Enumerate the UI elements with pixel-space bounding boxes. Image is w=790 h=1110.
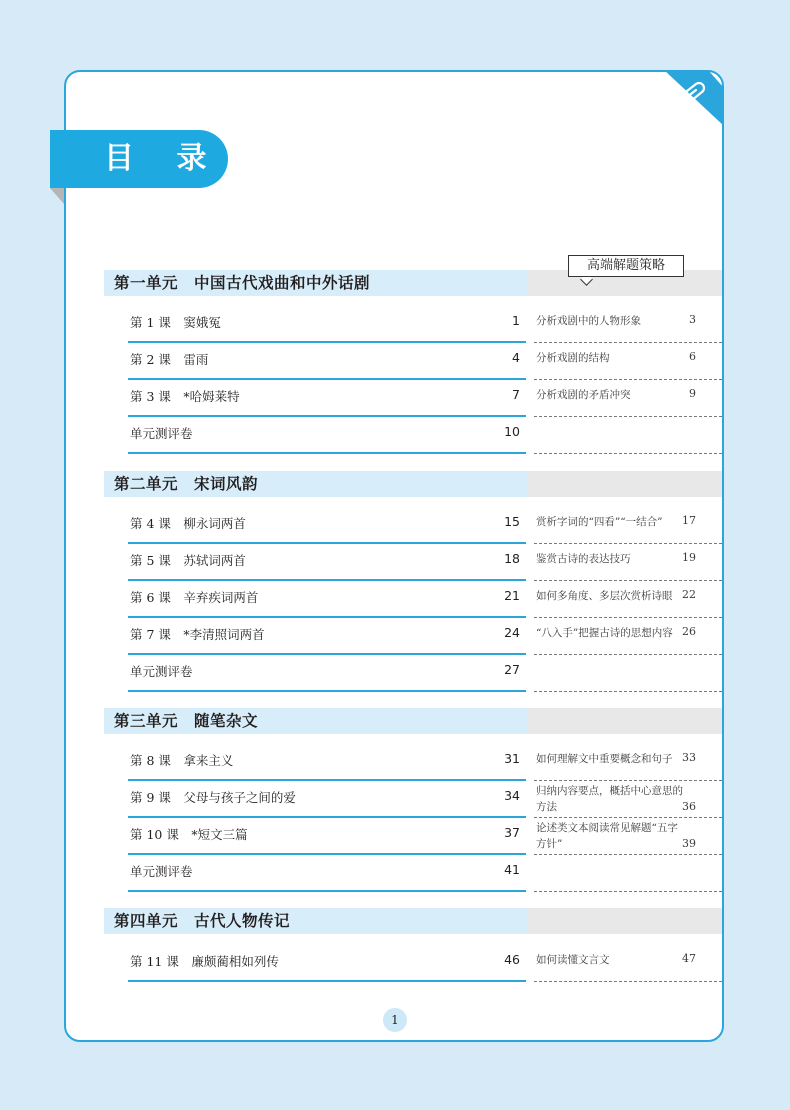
lesson-page: 27 [504, 662, 520, 677]
strategy-page: 26 [682, 625, 696, 638]
lesson-row[interactable] [128, 744, 526, 781]
strategy-row[interactable] [534, 544, 722, 581]
page-title: 目 录 [50, 130, 228, 188]
title-tab-fold [50, 188, 64, 204]
strategy-row-empty [534, 417, 722, 454]
strategy-row[interactable] [534, 343, 722, 380]
unit-heading[interactable] [104, 471, 722, 497]
lesson-row[interactable] [128, 581, 526, 618]
unit-heading[interactable] [104, 708, 722, 734]
lesson-label: 单元测评卷 [130, 426, 193, 441]
unit-heading[interactable] [104, 908, 722, 934]
unit-title: 第二单元 宋词风韵 [114, 475, 259, 493]
strategy-row[interactable] [534, 781, 722, 818]
lesson-row[interactable] [128, 343, 526, 380]
strategy-row[interactable] [534, 507, 722, 544]
strategy-label: 鉴赏古诗的表达技巧 [536, 553, 631, 565]
lesson-page: 34 [504, 788, 520, 803]
lesson-label: 第 4 课 柳永词两首 [130, 516, 246, 531]
strategy-row[interactable] [534, 744, 722, 781]
unit-title: 第四单元 古代人物传记 [114, 912, 291, 930]
lesson-label: 第 7 课 *李清照词两首 [130, 627, 265, 642]
lesson-page: 46 [504, 952, 520, 967]
strategy-label: 论述类文本阅读常见解题“五字 方针” [536, 822, 678, 850]
lesson-page: 10 [504, 424, 520, 439]
lesson-page: 18 [504, 551, 520, 566]
lesson-page: 24 [504, 625, 520, 640]
strategy-page: 6 [689, 350, 696, 363]
lesson-page: 1 [512, 313, 520, 328]
strategy-label: 如何多角度、多层次赏析诗眼 [536, 590, 673, 602]
strategy-row[interactable] [534, 380, 722, 417]
strategy-page: 22 [682, 588, 696, 601]
lesson-label: 第 2 课 雷雨 [130, 352, 209, 367]
strategy-row[interactable] [534, 945, 722, 982]
strategy-page: 36 [682, 800, 696, 813]
lesson-page: 15 [504, 514, 520, 529]
lesson-label: 单元测评卷 [130, 864, 193, 879]
lesson-page: 31 [504, 751, 520, 766]
unit-test-row[interactable] [128, 655, 526, 692]
strategy-row[interactable] [534, 618, 722, 655]
lesson-page: 7 [512, 387, 520, 402]
strategy-label: 如何读懂文言文 [536, 954, 610, 966]
strategy-page: 9 [689, 387, 696, 400]
lesson-row[interactable] [128, 507, 526, 544]
lesson-label: 第 10 课 *短文三篇 [130, 827, 248, 842]
strategy-page: 19 [682, 551, 696, 564]
strategy-page: 33 [682, 751, 696, 764]
paperclip-icon [664, 68, 726, 128]
lesson-page: 4 [512, 350, 520, 365]
strategy-label: 分析戏剧的结构 [536, 352, 610, 364]
strategy-row-empty [534, 655, 722, 692]
lesson-page: 21 [504, 588, 520, 603]
strategy-badge: 高端解题策略 [568, 255, 684, 277]
strategy-row[interactable] [534, 818, 722, 855]
lesson-label: 第 1 课 窦娥冤 [130, 315, 221, 330]
lesson-row[interactable] [128, 818, 526, 855]
lesson-row[interactable] [128, 618, 526, 655]
strategy-label: 分析戏剧的矛盾冲突 [536, 389, 631, 401]
unit-title: 第三单元 随笔杂文 [114, 712, 259, 730]
unit-title: 第一单元 中国古代戏曲和中外话剧 [114, 274, 371, 292]
lesson-label: 第 3 课 *哈姆莱特 [130, 389, 240, 404]
strategy-row[interactable] [534, 581, 722, 618]
strategy-page: 47 [682, 952, 696, 965]
lesson-page: 37 [504, 825, 520, 840]
unit-test-row[interactable] [128, 855, 526, 892]
strategy-label: 分析戏剧中的人物形象 [536, 315, 641, 327]
strategy-label: 归纳内容要点，概括中心意思的 方法 [536, 785, 683, 813]
strategy-page: 3 [689, 313, 696, 326]
strategy-row-empty [534, 855, 722, 892]
lesson-label: 第 6 课 辛弃疾词两首 [130, 590, 259, 605]
lesson-row[interactable] [128, 945, 526, 982]
lesson-label: 第 9 课 父母与孩子之间的爱 [130, 790, 296, 805]
lesson-page: 41 [504, 862, 520, 877]
lesson-row[interactable] [128, 781, 526, 818]
strategy-row[interactable] [534, 306, 722, 343]
lesson-row[interactable] [128, 306, 526, 343]
strategy-label: “八入手”把握古诗的思想内容 [536, 627, 673, 639]
page-number: 1 [383, 1008, 407, 1032]
lesson-label: 单元测评卷 [130, 664, 193, 679]
unit-test-row[interactable] [128, 417, 526, 454]
lesson-row[interactable] [128, 544, 526, 581]
lesson-row[interactable] [128, 380, 526, 417]
strategy-page: 17 [682, 514, 696, 527]
lesson-label: 第 11 课 廉颇蔺相如列传 [130, 954, 279, 969]
lesson-label: 第 5 课 苏轼词两首 [130, 553, 246, 568]
strategy-page: 39 [682, 837, 696, 850]
strategy-label: 赏析字词的“四看”“一结合” [536, 516, 663, 528]
strategy-label: 如何理解文中重要概念和句子 [536, 753, 673, 765]
lesson-label: 第 8 课 拿来主义 [130, 753, 234, 768]
